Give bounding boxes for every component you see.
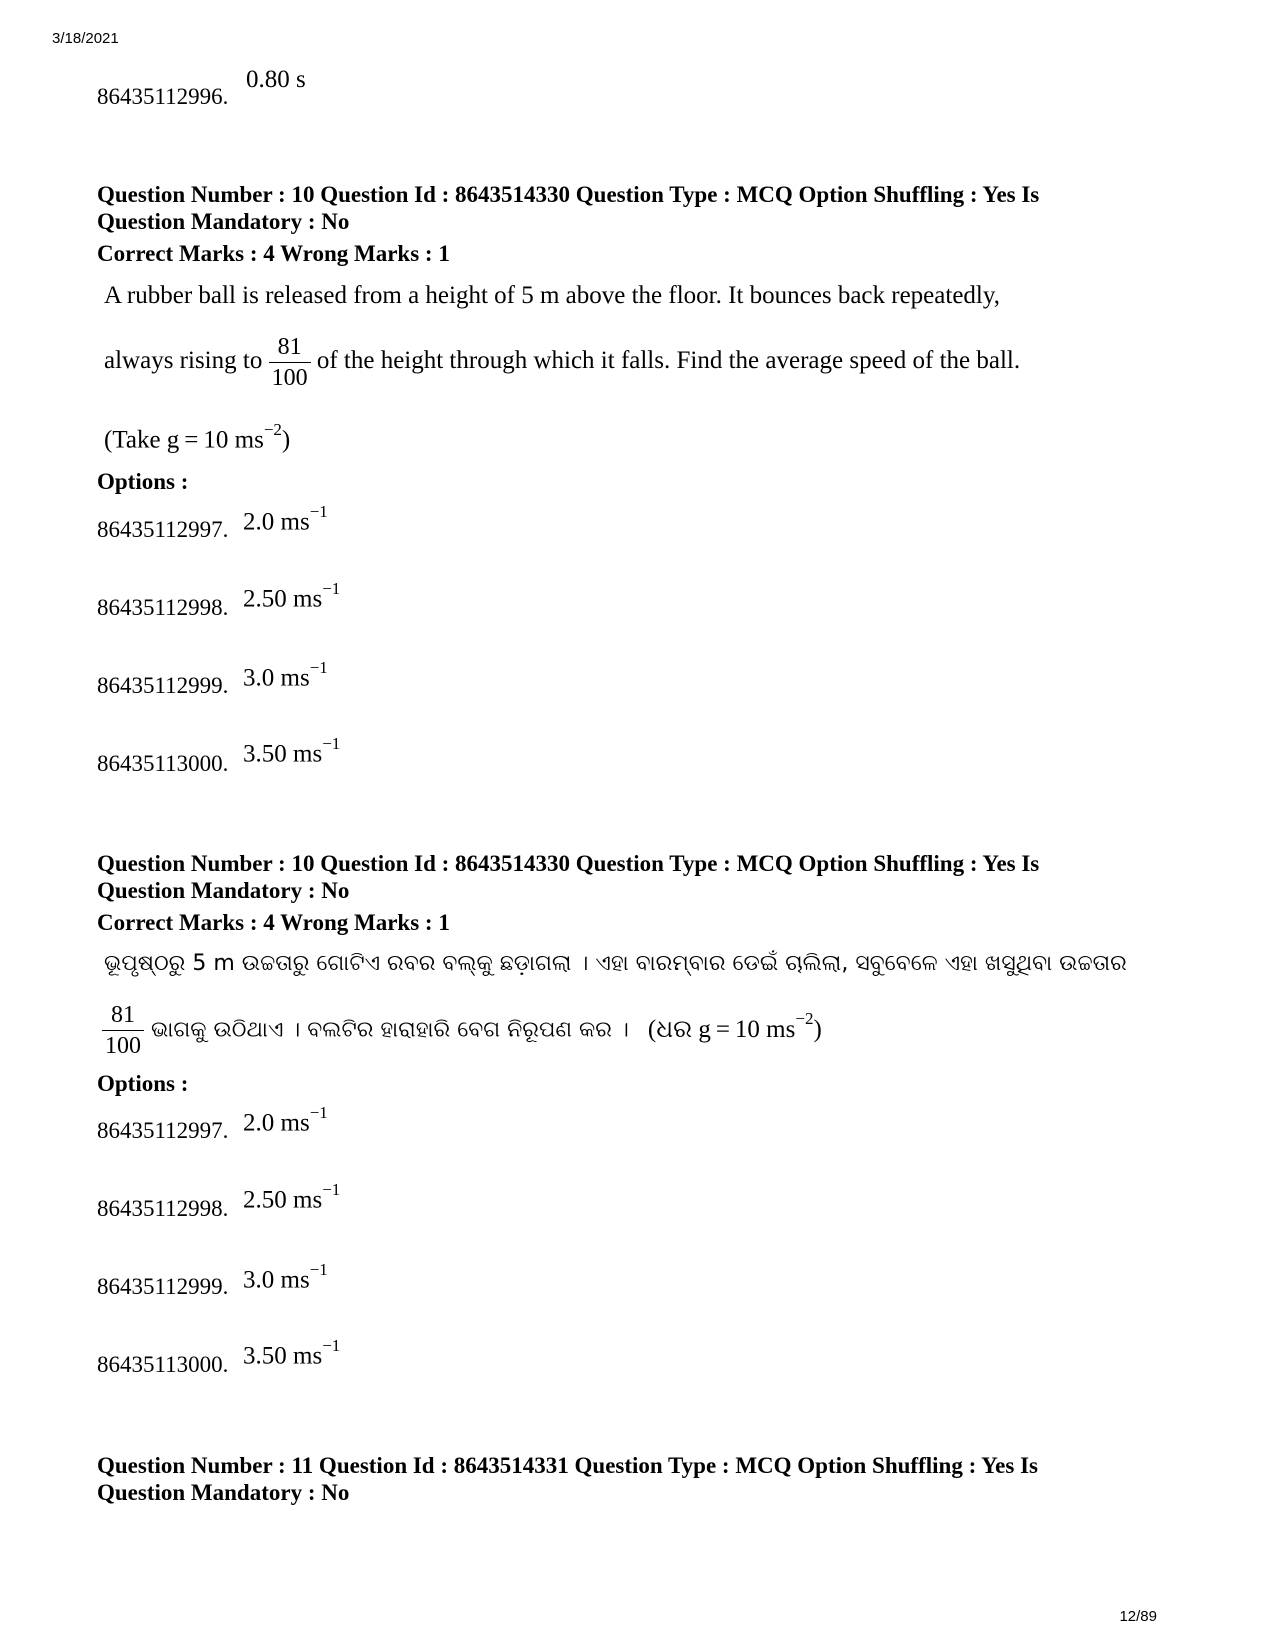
option-value: 2.50 $ms^{-1}$: [243, 579, 341, 613]
option-id: 86435112998.: [97, 595, 229, 620]
question-meta-line2: Question Mandatory : No: [97, 209, 350, 234]
question-text-line2: [102, 1000, 822, 1061]
option-value: 0.80 s: [246, 66, 306, 93]
option-id: 86435113000.: [97, 1352, 229, 1377]
option-id: 86435112997.: [97, 1118, 229, 1143]
question-text-part: ଭାଗକୁ ଉଠିଥାଏ । ବଲଟିର ହାରାହାରି ବେଗ ନିରୂପଣ କର ।: [151, 1017, 629, 1043]
fraction: [269, 332, 311, 393]
question-meta-line1: Question Number : 11 Question Id : 8643514331 Question Type : MCQ Option Shuffling : Yes Is: [97, 1453, 1038, 1478]
question-text-line3: [104, 420, 291, 454]
question-marks: Correct Marks : 4 Wrong Marks : 1: [97, 241, 450, 266]
fraction-denominator: 100: [105, 1033, 141, 1059]
gravity-note: (ଧର g = 10 $ms^{-2}$): [647, 1009, 822, 1043]
question-text-part: always rising to: [104, 347, 263, 375]
option-value: 2.0 $ms^{-1}$: [243, 502, 328, 536]
option-value: 2.0 $ms^{-1}$: [243, 1103, 328, 1137]
option-value: 3.0 $ms^{-1}$: [243, 1260, 328, 1294]
option-value: 2.50 $ms^{-1}$: [243, 1180, 341, 1214]
page-number: 12/89: [1119, 1608, 1157, 1625]
options-label: Options :: [97, 469, 189, 494]
fraction: [102, 1000, 144, 1061]
option-id: 86435112999.: [97, 673, 229, 698]
question-meta-line1: Question Number : 10 Question Id : 8643514330 Question Type : MCQ Option Shuffling : Yes Is: [97, 182, 1040, 207]
fraction-numerator: 81: [102, 1000, 144, 1031]
fraction-numerator: 81: [269, 332, 311, 363]
fraction-denominator: 100: [271, 365, 308, 391]
gravity-note: (Take g = 10 ms: [104, 426, 264, 454]
option-id: 86435112996.: [97, 84, 229, 109]
option-id: 86435112999.: [97, 1274, 229, 1299]
option-id: 86435113000.: [97, 751, 229, 776]
close-paren: ): [281, 426, 291, 454]
question-marks: Correct Marks : 4 Wrong Marks : 1: [97, 910, 450, 935]
question-text-line1: ଭୂପୃଷ୍ଠରୁ 5 m ଉଚ୍ଚତାରୁ ଗୋଟିଏ ରବର ବଲ୍କୁ ଛଡ଼ାଗଲା । ଏହା ବାରମ୍ବାର ଡେଇଁ ଚାଲିଲା, ସବୁବେଳେ ଏହା ଖସୁଥିବା ଉଚ୍ଚତାର: [104, 951, 1127, 976]
option-value: 3.0 $ms^{-1}$: [243, 658, 328, 692]
option-value: 3.50 $ms^{-1}$: [243, 1336, 341, 1370]
option-id: 86435112997.: [97, 517, 229, 542]
options-label: Options :: [97, 1071, 189, 1096]
option-id: 86435112998.: [97, 1196, 229, 1221]
option-value: 3.50 $ms^{-1}$: [243, 734, 341, 768]
question-text-line2: [104, 332, 1020, 393]
question-text-line1: A rubber ball is released from a height of 5 m above the floor. It bounces back repeatedly,: [104, 282, 1000, 309]
question-text-part: of the height through which it falls. Find the average speed of the ball.: [316, 347, 1021, 375]
exponent: −2: [263, 420, 282, 439]
question-meta-line1: Question Number : 10 Question Id : 8643514330 Question Type : MCQ Option Shuffling : Yes Is: [97, 851, 1040, 876]
question-meta-line2: Question Mandatory : No: [97, 878, 350, 903]
print-date: 3/18/2021: [52, 30, 119, 47]
question-meta-line2: Question Mandatory : No: [97, 1480, 350, 1505]
